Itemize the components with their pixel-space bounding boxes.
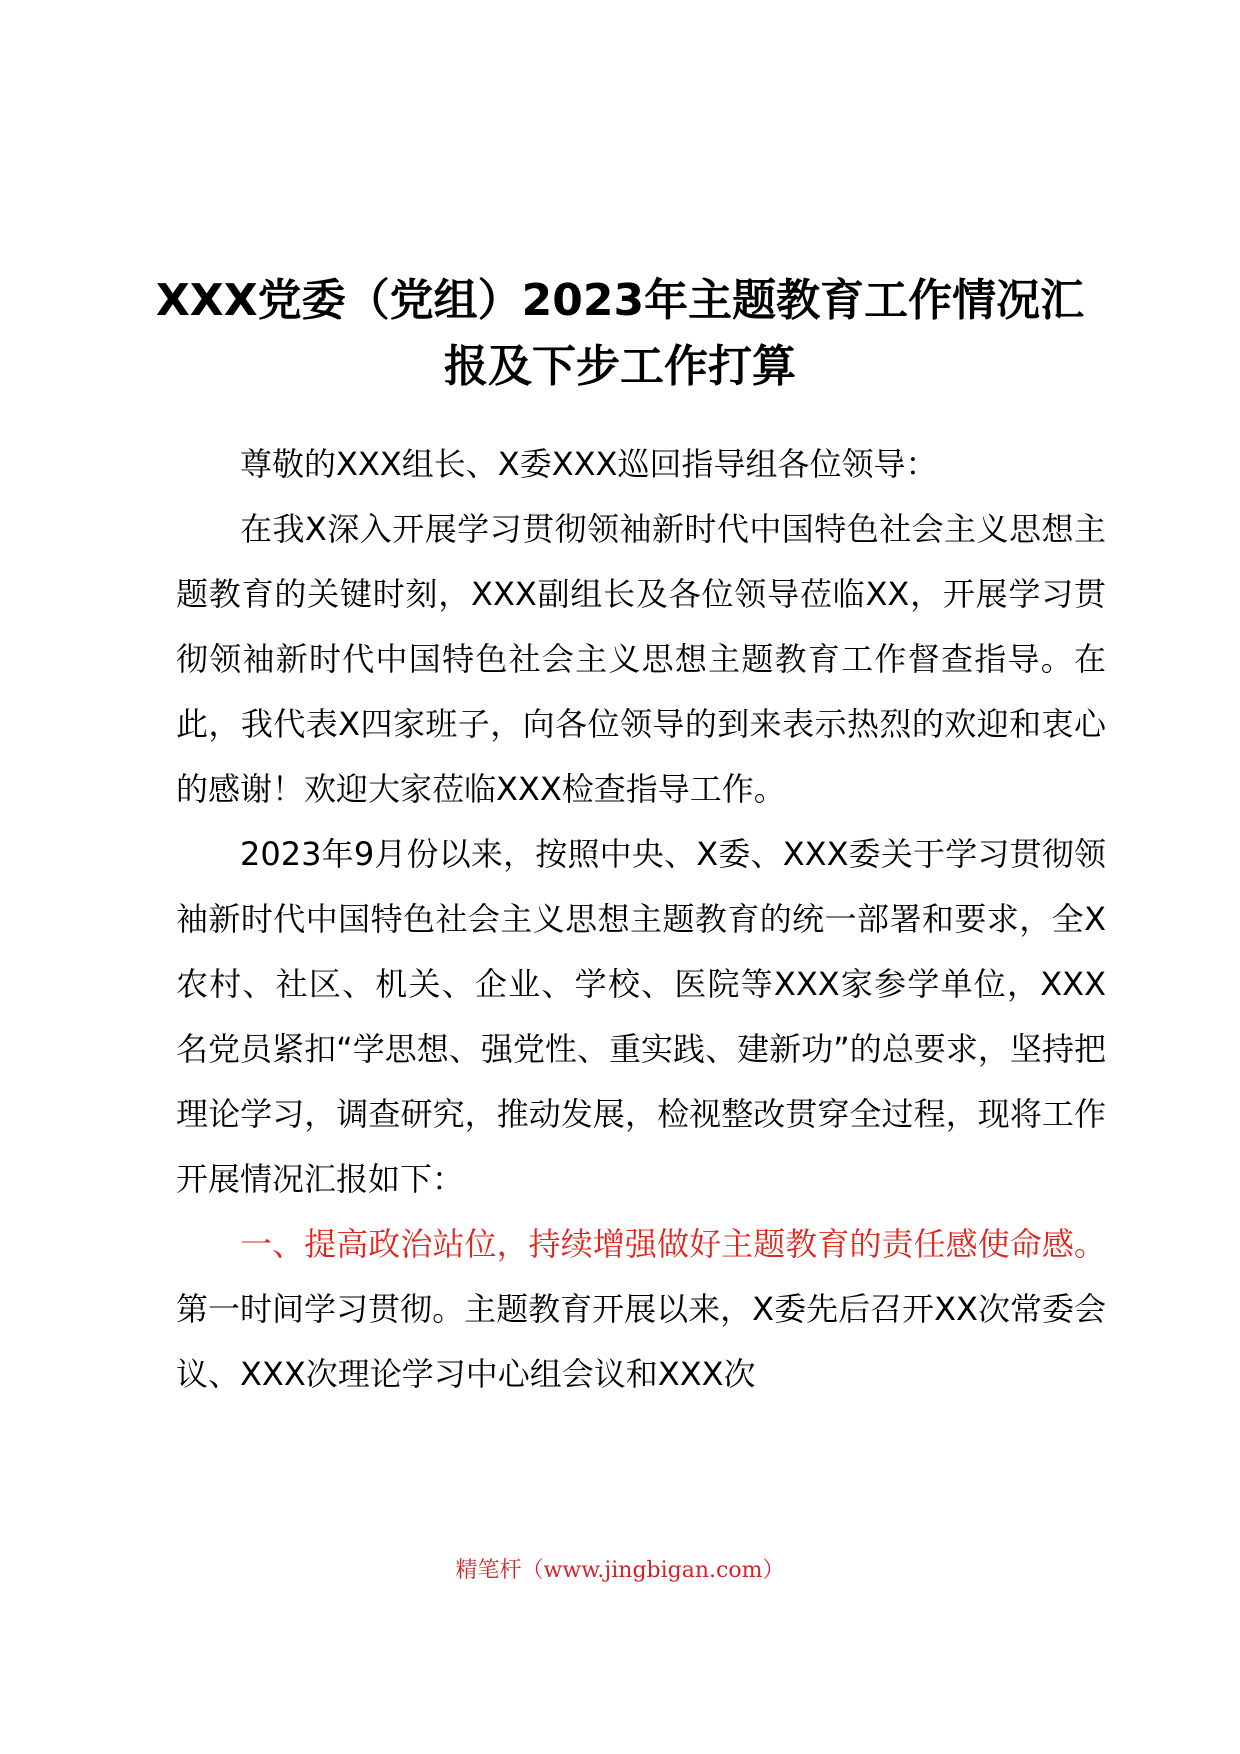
document-title: XXX党委（党组）2023年主题教育工作情况汇报及下步工作打算	[155, 275, 1085, 392]
paragraph-intro: 在我X深入开展学习贯彻领袖新时代中国特色社会主义思想主题教育的关键时刻，XXX副组长及各位领导莅临XX，开展学习贯彻领袖新时代中国特色社会主义思想主题教育工作督查指导。在此，我代表X四家班子，向各位领导的到来表示热烈的欢迎和衷心的感谢！欢迎大家莅临XXX检查指导工作。	[176, 510, 1106, 808]
section-1-paragraph	[176, 1212, 1106, 1407]
footer-watermark: 精笔杆（www.jingbigan.com）	[455, 1558, 785, 1583]
document-body	[176, 432, 1106, 1407]
paragraph-overview: 2023年9月份以来，按照中央、X委、XXX委关于学习贯彻领袖新时代中国特色社会主义思想主题教育的统一部署和要求，全X农村、社区、机关、企业、学校、医院等XXX家参学单位，XXX名党员紧扣“学思想、强党性、重实践、建新功”的总要求，坚持把理论学习，调查研究，推动发展，检视整改贯穿全过程，现将工作开展情况汇报如下：	[176, 835, 1106, 1198]
section-1-text: 第一时间学习贯彻。主题教育开展以来，X委先后召开XX次常委会议、XXX次理论学习中心组会议和XXX次	[176, 1290, 1106, 1393]
section-1-heading: 一、提高政治站位，持续增强做好主题教育的责任感使命感。	[240, 1225, 1106, 1263]
salutation: 尊敬的XXX组长、X委XXX巡回指导组各位领导：	[240, 445, 938, 483]
